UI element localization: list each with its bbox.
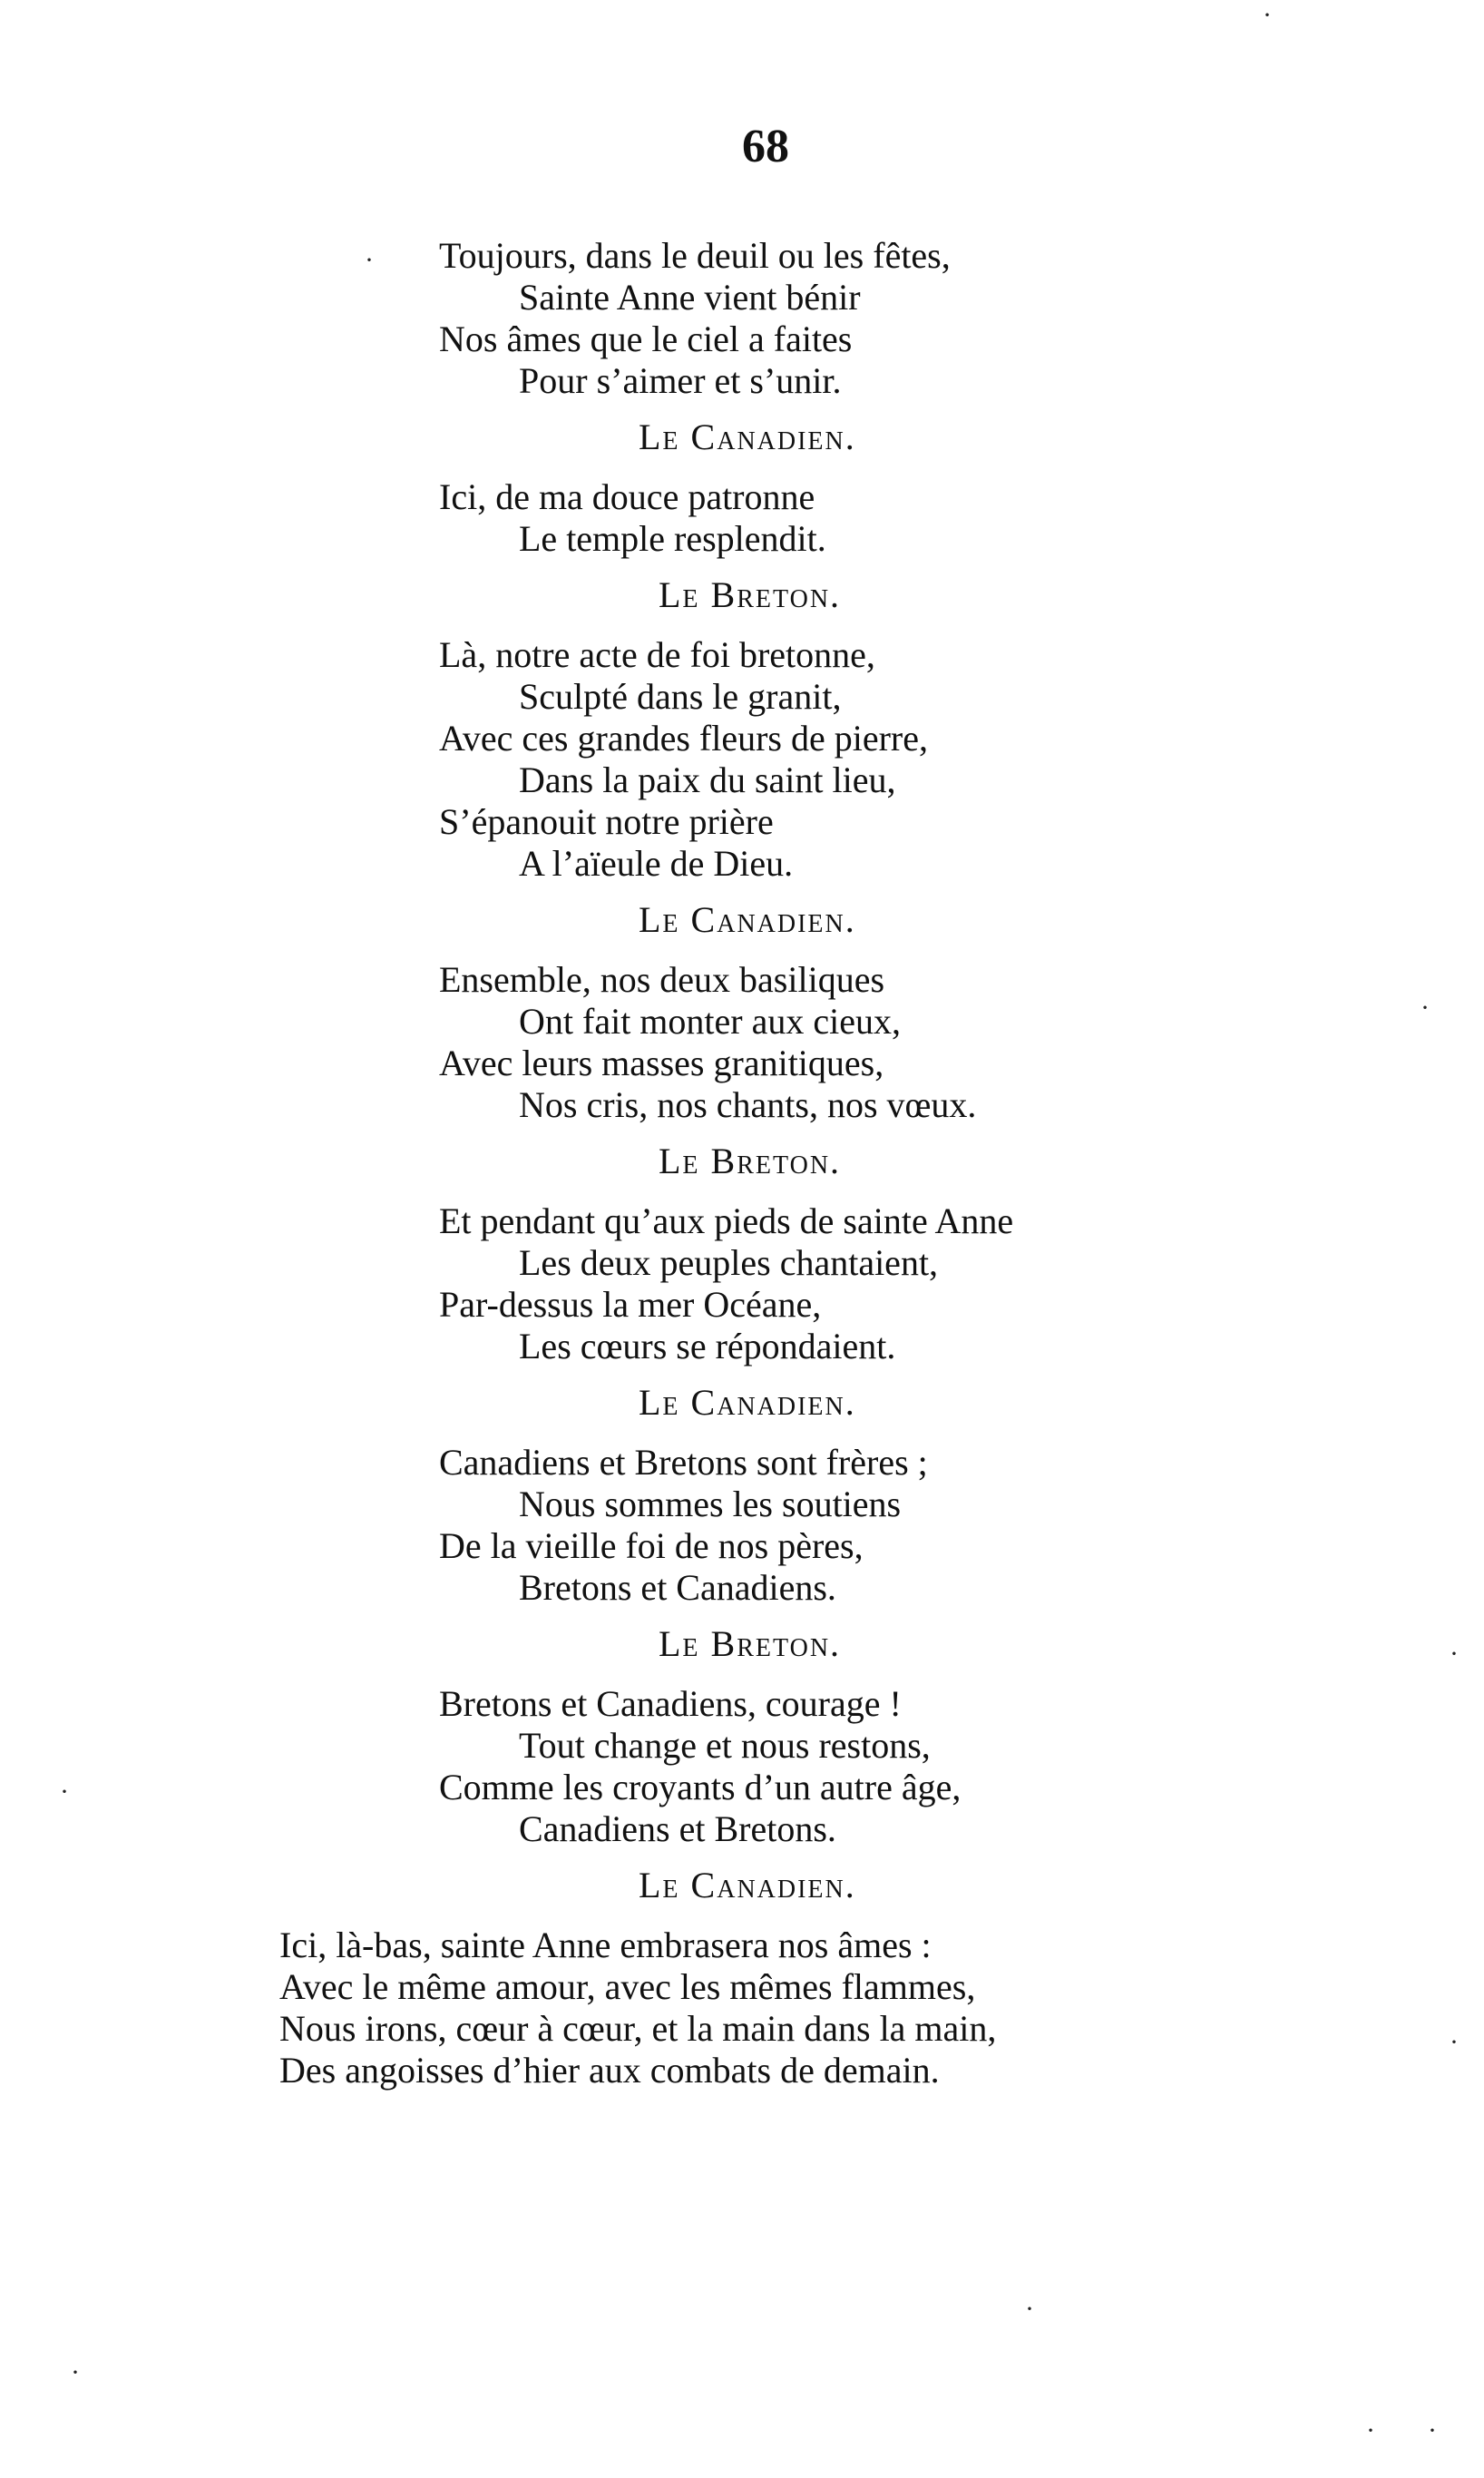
- verse-line: A l’aïeule de Dieu.: [519, 843, 794, 884]
- verse-line: Ensemble, nos deux basiliques: [439, 959, 885, 1000]
- verse-line: Canadiens et Bretons.: [519, 1808, 836, 1849]
- verse-line: Avec ces grandes fleurs de pierre,: [439, 718, 928, 759]
- verse-line: Canadiens et Bretons sont frères ;: [439, 1442, 928, 1483]
- verse-line: Là, notre acte de foi bretonne,: [439, 634, 875, 675]
- verse-line: Ici, de ma douce patronne: [439, 476, 815, 517]
- verse-line: S’épanouit notre prière: [439, 801, 774, 842]
- verse-line: Toujours, dans le deuil ou les fêtes,: [439, 235, 951, 276]
- verse-line: Avec le même amour, avec les mêmes flammes,: [279, 1966, 976, 2007]
- speaker-label: Le Canadien.: [639, 1382, 856, 1423]
- speaker-label: Le Canadien.: [639, 899, 856, 940]
- verse-line: Bretons et Canadiens.: [519, 1567, 836, 1608]
- verse-line: Les deux peuples chantaient,: [519, 1242, 939, 1283]
- speaker-label: Le Breton.: [659, 574, 842, 615]
- scan-speck: ·: [1450, 2027, 1459, 2057]
- scan-speck: ·: [1450, 1639, 1459, 1669]
- verse-line: Avec leurs masses granitiques,: [439, 1043, 884, 1083]
- scan-speck: ·: [365, 245, 374, 275]
- verse-line: Tout change et nous restons,: [519, 1725, 931, 1766]
- scan-speck: ·: [1263, 0, 1272, 30]
- scan-speck: ·: [60, 1777, 69, 1807]
- verse-line: Ont fait monter aux cieux,: [519, 1001, 901, 1042]
- verse-line: Nous sommes les soutiens: [519, 1484, 902, 1524]
- page-number: 68: [742, 121, 789, 172]
- verse-line: Pour s’aimer et s’unir.: [519, 360, 842, 401]
- speaker-label: Le Canadien.: [639, 416, 856, 457]
- scan-speck: ·: [1025, 2294, 1034, 2324]
- verse-line: Le temple resplendit.: [519, 518, 826, 559]
- verse-line: Nos âmes que le ciel a faites: [439, 318, 853, 359]
- verse-line: Dans la paix du saint lieu,: [519, 759, 896, 800]
- scan-speck: ·: [1428, 2415, 1437, 2445]
- verse-line: Nous irons, cœur à cœur, et la main dans la main,: [279, 2008, 997, 2049]
- verse-line: Des angoisses d’hier aux combats de demain.: [279, 2050, 940, 2091]
- verse-line: Comme les croyants d’un autre âge,: [439, 1767, 962, 1807]
- verse-line: Bretons et Canadiens, courage !: [439, 1683, 902, 1724]
- speaker-label: Le Breton.: [659, 1141, 842, 1181]
- verse-line: Ici, là-bas, sainte Anne embrasera nos âmes :: [279, 1925, 932, 1965]
- scan-speck: ·: [1421, 993, 1430, 1023]
- speaker-label: Le Canadien.: [639, 1865, 856, 1905]
- scan-speck: ·: [1366, 2415, 1375, 2445]
- verse-line: Sculpté dans le granit,: [519, 676, 842, 717]
- verse-line: Nos cris, nos chants, nos vœux.: [519, 1084, 977, 1125]
- verse-line: Sainte Anne vient bénir: [519, 277, 861, 318]
- verse-line: De la vieille foi de nos pères,: [439, 1525, 864, 1566]
- scan-speck: ·: [71, 2357, 80, 2387]
- verse-line: Par-dessus la mer Océane,: [439, 1284, 822, 1325]
- verse-line: Et pendant qu’aux pieds de sainte Anne: [439, 1200, 1014, 1241]
- speaker-label: Le Breton.: [659, 1623, 842, 1664]
- verse-line: Les cœurs se répondaient.: [519, 1326, 896, 1366]
